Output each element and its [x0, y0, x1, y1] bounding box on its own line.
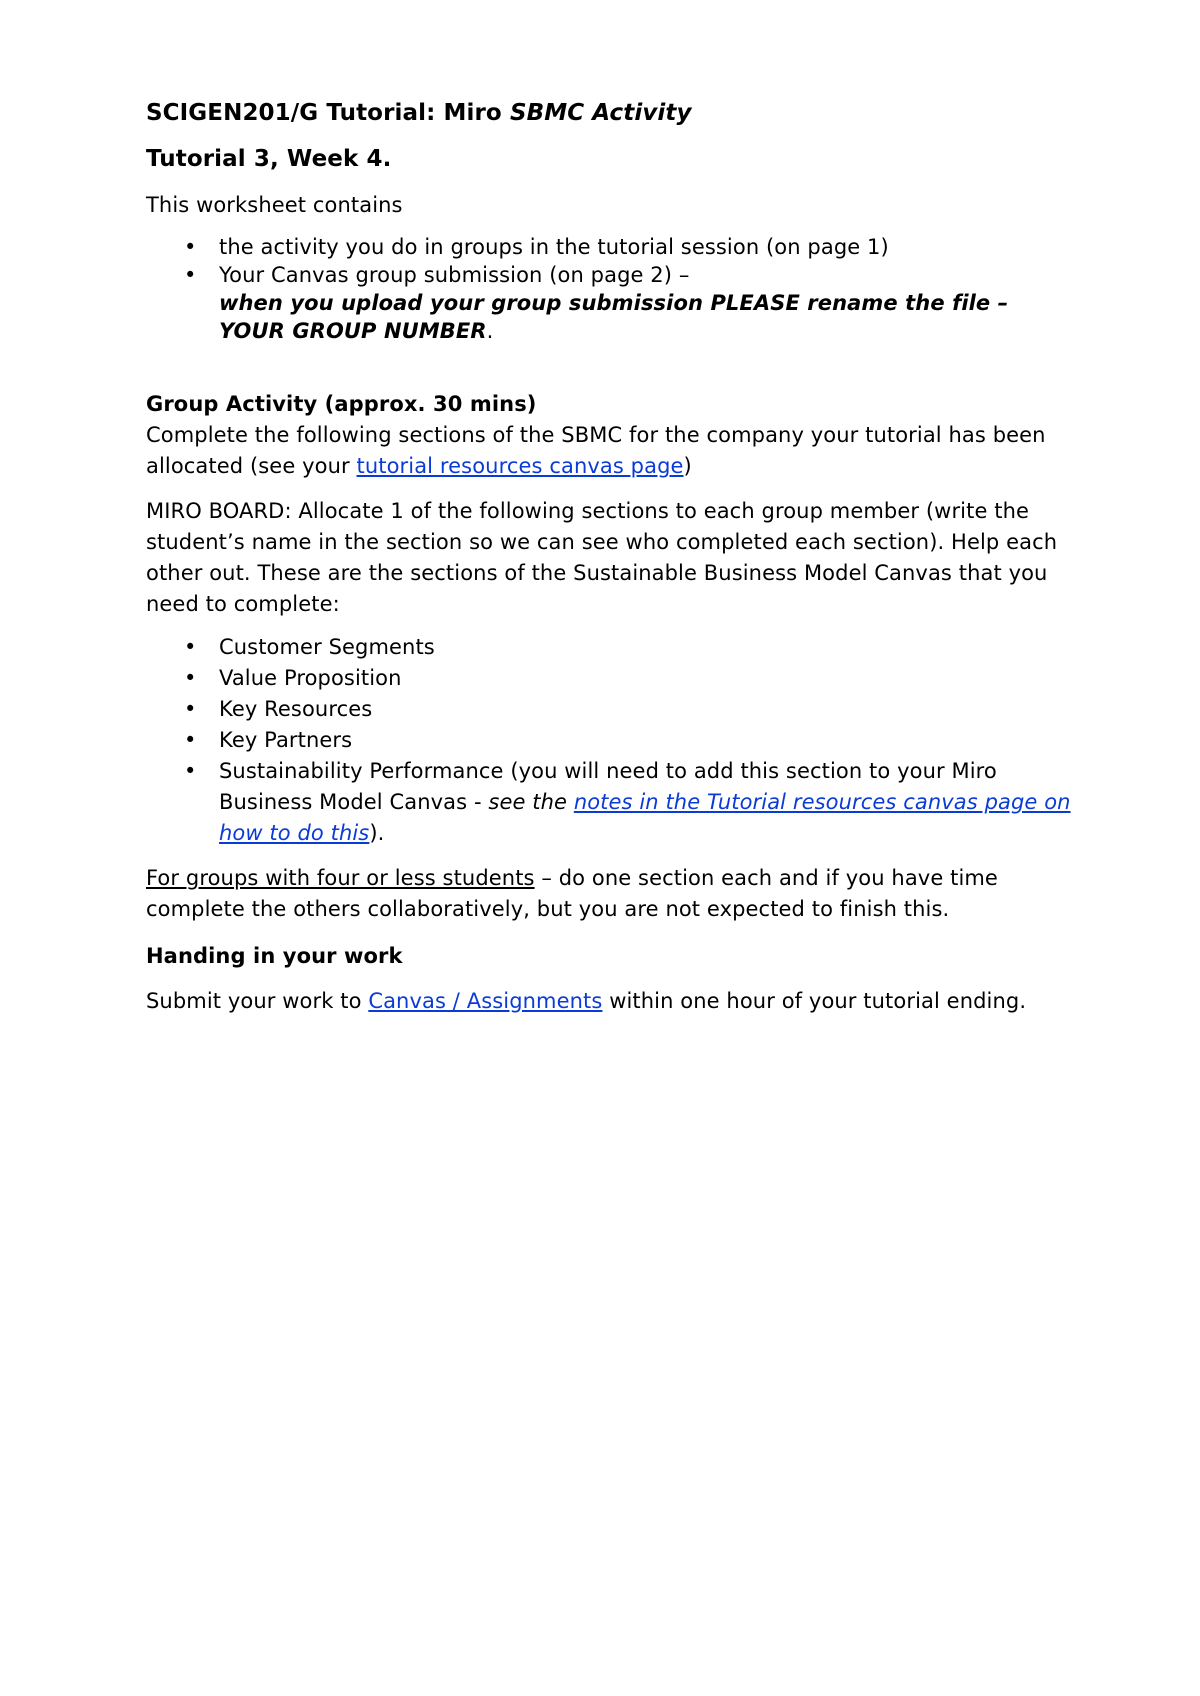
- miro-board-paragraph: [146, 496, 1076, 620]
- bullet-icon: •: [184, 728, 197, 752]
- intro-text: This worksheet contains: [146, 193, 403, 217]
- title-italic: SBMC Activity: [509, 100, 692, 126]
- list-item: [146, 756, 1076, 849]
- small-groups-paragraph: [146, 863, 1076, 925]
- document-subtitle: Tutorial 3, Week 4.: [146, 146, 392, 172]
- list-item-end: ).: [369, 821, 385, 845]
- list-item: [146, 261, 1076, 345]
- list-item: [146, 694, 1076, 725]
- bullet-icon: •: [184, 635, 197, 659]
- bullet-icon: •: [184, 235, 197, 259]
- group-activity-text-after: ): [683, 454, 692, 478]
- document-title: [146, 96, 1076, 130]
- list-item-italic: see the: [488, 790, 574, 814]
- list-item-text: the activity you do in groups in the tutorial session (on page 1): [219, 235, 889, 259]
- list-item: [146, 725, 1076, 756]
- sections-list: [146, 632, 1076, 849]
- bullet-icon: •: [184, 759, 197, 783]
- list-item-text: Your Canvas group submission (on page 2) –: [219, 263, 690, 287]
- list-item: [146, 663, 1076, 694]
- rename-instruction: when you upload your group submission PLEASE rename the file – YOUR GROUP NUMBER: [219, 291, 1009, 343]
- contents-list: [146, 233, 1076, 345]
- document-page: [146, 96, 1076, 1017]
- miro-board-text: : Allocate 1 of the following sections to each group member (write the student’s name in the section so we can see who completed each section). Help each other out. These are the sections of the Sustainable Business Model Canvas that you need to complete:: [146, 499, 1058, 616]
- tutorial-notes-link[interactable]: notes in the Tutorial resources canvas page on how to do this: [219, 790, 1071, 845]
- handing-in-text-after: within one hour of your tutorial ending.: [602, 989, 1027, 1013]
- canvas-assignments-link[interactable]: Canvas / Assignments: [368, 989, 603, 1013]
- group-activity-text: [146, 420, 1076, 482]
- group-activity-heading: Group Activity (approx. 30 mins): [146, 392, 537, 416]
- bullet-icon: •: [184, 263, 197, 287]
- group-activity-text-before: Complete the following sections of the SBMC for the company your tutorial has been allocated (see your: [146, 423, 1046, 478]
- handing-in-text: [146, 986, 1076, 1017]
- small-groups-text: – do one section each and if you have time complete the others collaboratively, but you are not expected to finish this.: [146, 866, 998, 921]
- list-item: [146, 233, 1076, 261]
- list-item-text: Key Partners: [219, 728, 353, 752]
- list-item-text: Customer Segments: [219, 635, 435, 659]
- list-item-text: Key Resources: [219, 697, 373, 721]
- list-item-end: .: [486, 319, 494, 343]
- title-main: SCIGEN201/G Tutorial: Miro: [146, 100, 510, 126]
- handing-in-heading: Handing in your work: [146, 944, 403, 968]
- list-item-text: Sustainability Performance (you will need to add this section to your Miro Business Model Canvas -: [219, 759, 997, 814]
- list-item-text: Value Proposition: [219, 666, 402, 690]
- bullet-icon: •: [184, 697, 197, 721]
- miro-board-label: MIRO BOARD: [146, 499, 285, 523]
- bullet-icon: •: [184, 666, 197, 690]
- small-groups-condition: For groups with four or less students: [146, 866, 535, 890]
- tutorial-resources-link[interactable]: tutorial resources canvas page: [356, 454, 684, 478]
- handing-in-text-before: Submit your work to: [146, 989, 369, 1013]
- list-item: [146, 632, 1076, 663]
